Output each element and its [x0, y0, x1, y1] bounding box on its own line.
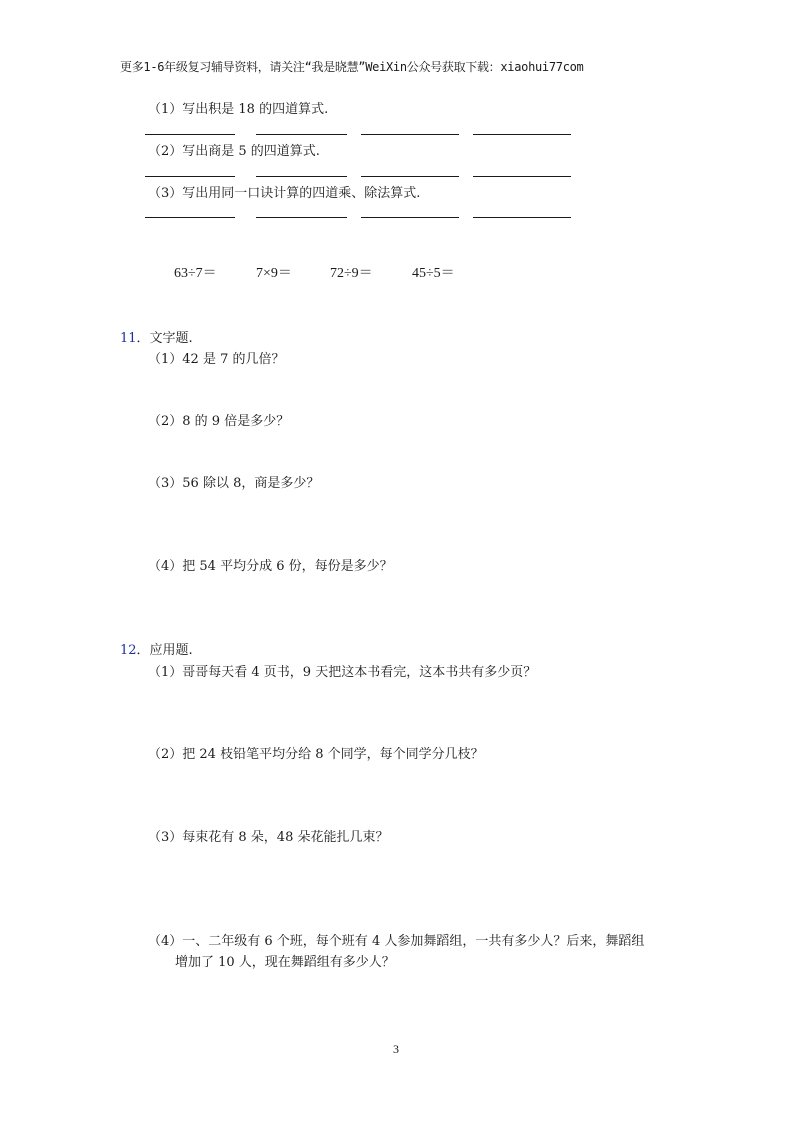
answer-blank[interactable] [473, 217, 571, 218]
q10-2-text: （2）写出商是 5 的四道算式. [148, 144, 320, 159]
q10-3-text: （3）写出用同一口诀计算的四道乘、除法算式. [148, 186, 421, 201]
equation: 45÷5＝ [412, 266, 455, 281]
section-12-heading [120, 639, 193, 658]
answer-blank[interactable] [361, 217, 459, 218]
q12-3-text: （3）每束花有 8 朵，48 朵花能扎几束？ [148, 830, 389, 845]
q12-1-text: （1）哥哥每天看 4 页书，9 天把这本书看完，这本书共有多少页？ [148, 665, 537, 680]
section-number: 12 [120, 643, 137, 658]
page-header: 更多1-6年级复习辅导资料，请关注“我是晓慧”WeiXin公众号获取下载：xiaohui77com [120, 60, 584, 74]
q10-1-text: （1）写出积是 18 的四道算式. [148, 102, 329, 117]
answer-blank[interactable] [145, 217, 235, 218]
answer-blank[interactable] [473, 134, 571, 135]
answer-blank[interactable] [473, 176, 571, 177]
answer-blank[interactable] [256, 217, 347, 218]
q12-4-text: （4）一、二年级有 6 个班，每个班有 4 人参加舞蹈组，一共有多少人？后来，舞蹈组 [148, 934, 645, 949]
answer-blank[interactable] [256, 134, 347, 135]
equation: 72÷9＝ [330, 266, 373, 281]
section-title: ．应用题. [136, 643, 193, 658]
answer-blank[interactable] [145, 176, 235, 177]
equation: 63÷7＝ [174, 266, 217, 281]
q11-3-text: （3）56 除以 8，商是多少？ [148, 476, 320, 491]
section-number: 11 [120, 331, 137, 346]
q11-4-text: （4）把 54 平均分成 6 份，每份是多少？ [148, 559, 393, 574]
q11-2-text: （2）8 的 9 倍是多少？ [148, 414, 290, 429]
answer-blank[interactable] [256, 176, 347, 177]
answer-blank[interactable] [361, 176, 459, 177]
q11-1-text: （1）42 是 7 的几倍？ [148, 352, 285, 367]
q12-2-text: （2）把 24 枝铅笔平均分给 8 个同学，每个同学分几枝？ [148, 747, 484, 762]
section-title: ．文字题. [136, 331, 193, 346]
answer-blank[interactable] [145, 134, 235, 135]
equation: 7×9＝ [256, 266, 292, 281]
q12-4-text-cont: 增加了 10 人，现在舞蹈组有多少人？ [175, 955, 395, 970]
page-number: 3 [393, 1042, 399, 1056]
section-11-heading [120, 327, 193, 346]
answer-blank[interactable] [361, 134, 459, 135]
